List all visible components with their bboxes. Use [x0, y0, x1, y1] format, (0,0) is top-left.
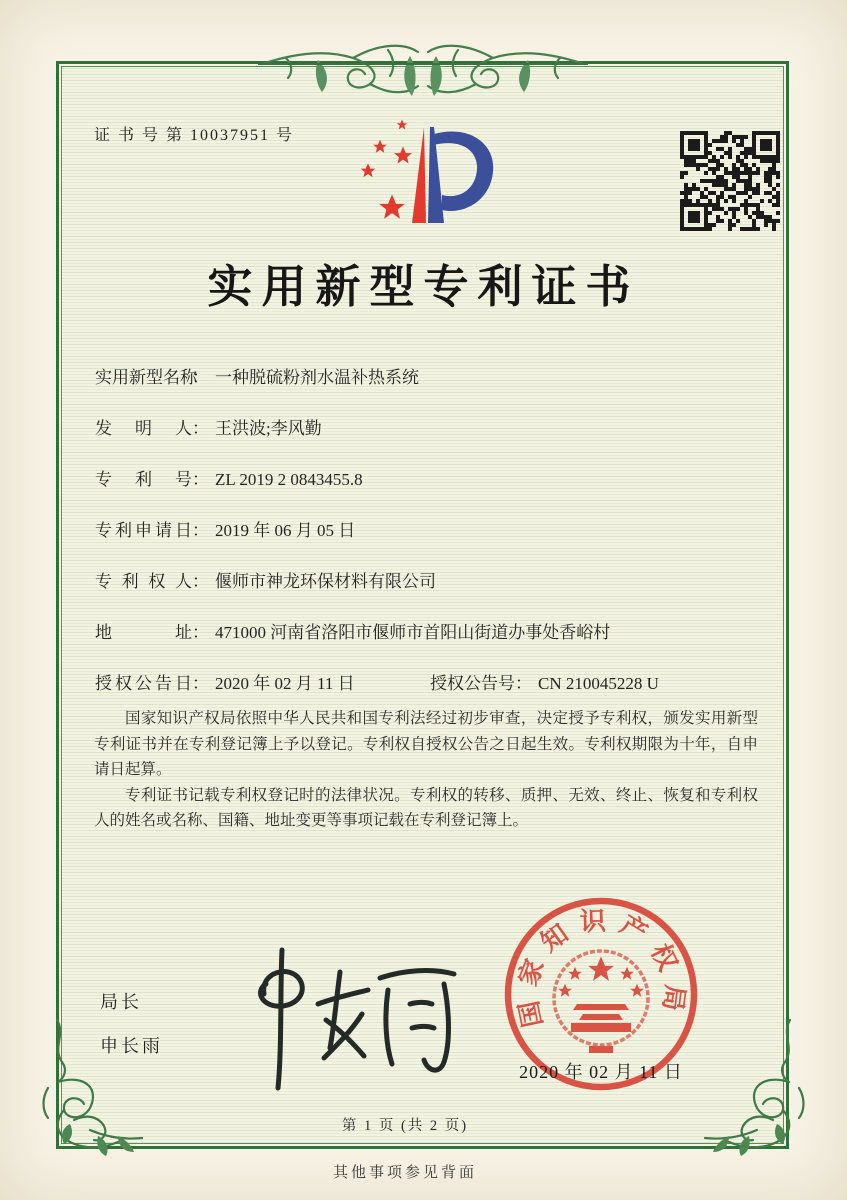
officer-title: 局长 [100, 992, 142, 1012]
field-row-filing-date: 专利申请日： 2019 年 06 月 05 日 [95, 521, 356, 540]
legal-paragraph: 国家知识产权局依照中华人民共和国专利法经过初步审查，决定授予专利权，颁发实用新型专利证书并在专利登记簿上予以登记。专利权自授权公告之日起生效。专利权期限为十年，自申请日起算。 [94, 710, 758, 778]
field-list [95, 366, 765, 723]
field-label: 实用新型名称 [95, 368, 197, 387]
legal-text [94, 706, 758, 834]
back-side-note: 其他事项参见背面 [332, 1165, 477, 1181]
officer-name: 申长雨 [100, 1036, 163, 1056]
officer-block [100, 988, 163, 1076]
legal-paragraph: 专利证书记载专利权登记时的法律状况。专利权的转移、质押、无效、终止、恢复和专利权人的姓名或名称、国籍、地址变更等事项记载在专利登记簿上。 [94, 786, 758, 829]
field-value: ZL 2019 2 0843455.8 [215, 470, 363, 489]
field-row-name: 实用新型名称： 一种脱硫粉剂水温补热系统 [95, 368, 419, 387]
field-label: 专利号 [95, 470, 192, 489]
field-row-patentee: 专利权人： 偃师市神龙环保材料有限公司 [95, 572, 436, 591]
field-value: 王洪波;李风勤 [215, 419, 322, 438]
field-label: 授权公告日 [95, 674, 192, 693]
seal-date: 2020 年 02 月 11 日 [519, 1062, 683, 1082]
national-emblem-icon [554, 951, 648, 1053]
field-row-address: 地址： 471000 河南省洛阳市偃师市首阳山街道办事处香峪村 [95, 623, 611, 642]
field-value: 471000 河南省洛阳市偃师市首阳山街道办事处香峪村 [215, 623, 611, 642]
field-grant-number: 授权公告号： CN 210045228 U [430, 674, 659, 693]
seal-ring-text: 国家知识产权局 [512, 906, 690, 1030]
field-value: 一种脱硫粉剂水温补热系统 [215, 368, 419, 387]
field-label: 专利申请日 [95, 521, 192, 540]
field-label: 地址 [95, 623, 192, 642]
field-value: 2019 年 06 月 05 日 [215, 521, 356, 540]
signature-handwriting-icon [222, 942, 462, 1092]
field-value: 偃师市神龙环保材料有限公司 [215, 572, 436, 591]
field-label: 发明人 [95, 419, 192, 438]
field-value: 2020 年 02 月 11 日 [215, 674, 355, 693]
field-label: 专利权人 [95, 572, 192, 591]
field-row-inventors: 发明人： 王洪波;李风勤 [95, 419, 322, 438]
field-value: CN 210045228 U [538, 674, 659, 693]
page-number: 第 1 页 (共 2 页) [341, 1118, 469, 1134]
certificate-title: 实用新型专利证书 [207, 262, 640, 312]
field-label: 授权公告号 [430, 674, 515, 693]
certificate-number: 证 书 号 第 10037951 号 [94, 127, 295, 144]
qr-code [680, 131, 780, 231]
field-row-grant-date: 授权公告日： 2020 年 02 月 11 日 授权公告号： CN 210045228 U [95, 674, 659, 693]
field-row-patent-number: 专利号： ZL 2019 2 0843455.8 [95, 470, 363, 489]
